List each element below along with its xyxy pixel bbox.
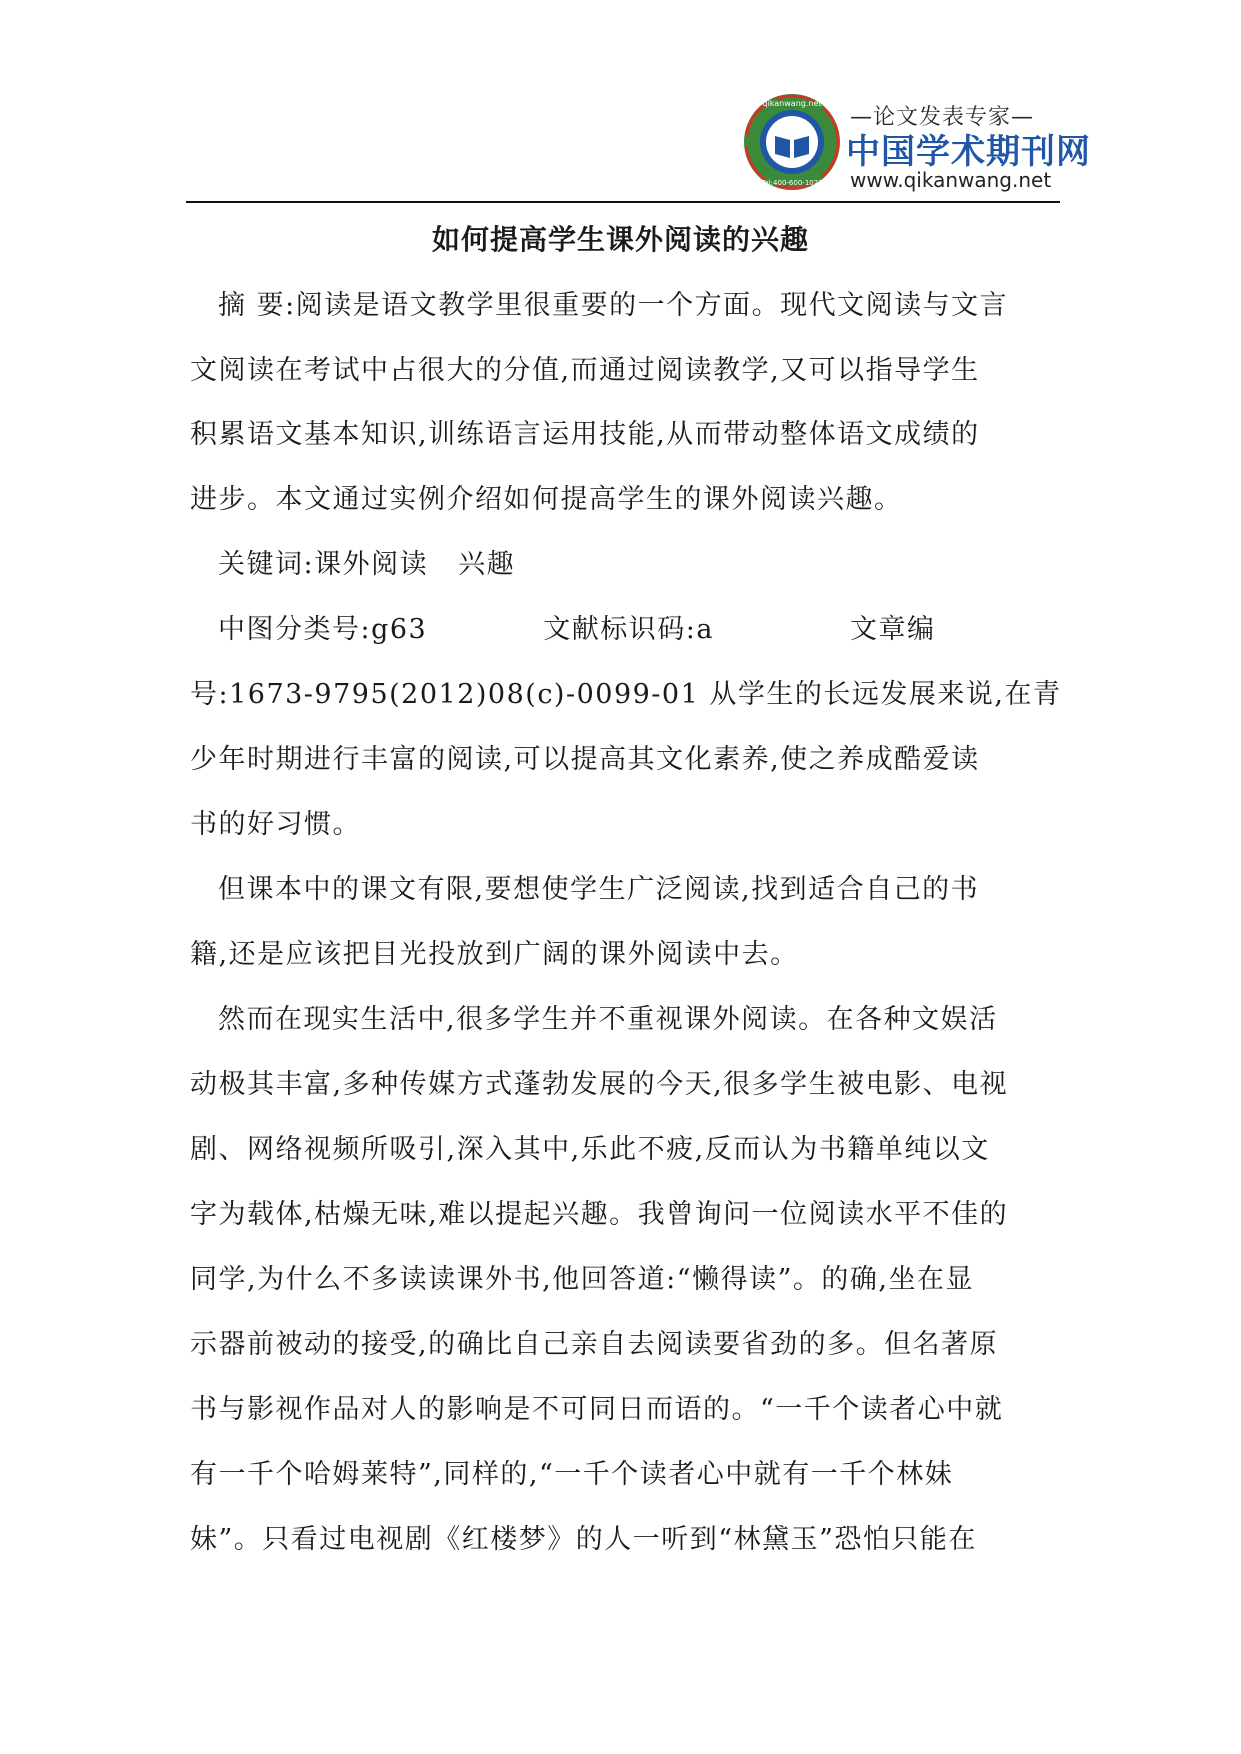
document-code: 文献标识码:a bbox=[543, 614, 714, 645]
publisher-logo bbox=[742, 88, 1091, 198]
abstract-line: 文阅读在考试中占很大的分值,而通过阅读教学,又可以指导学生 bbox=[190, 355, 980, 386]
body-line: 妹”。只看过电视剧《红楼梦》的人一听到“林黛玉”恐怕只能在 bbox=[190, 1524, 977, 1555]
body-line: 但课本中的课文有限,要想使学生广泛阅读,找到适合自己的书 bbox=[218, 874, 980, 905]
body-line: 有一千个哈姆莱特”,同样的,“一千个读者心中就有一千个林妹 bbox=[190, 1459, 954, 1490]
book-emblem-icon bbox=[742, 92, 842, 192]
emblem-ring-text: qikanwang.net bbox=[762, 99, 822, 108]
body-line: 剧、网络视频所吸引,深入其中,乐此不疲,反而认为书籍单纯以文 bbox=[190, 1134, 990, 1165]
article-number-label: 文章编 bbox=[849, 614, 936, 645]
keywords-label: 关键词: bbox=[218, 549, 315, 580]
abstract-line: 摘 要:阅读是语文教学里很重要的一个方面。现代文阅读与文言 bbox=[218, 290, 1009, 321]
body-line: 示器前被动的接受,的确比自己亲自去阅读要省劲的多。但名著原 bbox=[190, 1329, 999, 1360]
keywords-line bbox=[218, 542, 515, 581]
classification-line bbox=[218, 607, 935, 646]
body-line: 同学,为什么不多读读课外书,他回答道:“懒得读”。的确,坐在显 bbox=[190, 1264, 974, 1295]
body-line: 然而在现实生活中,很多学生并不重视课外阅读。在各种文娱活 bbox=[218, 1004, 998, 1035]
header-divider bbox=[186, 201, 1060, 203]
body-line: 字为载体,枯燥无味,难以提起兴趣。我曾询问一位阅读水平不佳的 bbox=[190, 1199, 1009, 1230]
logo-name: 中国学术期刊网 bbox=[846, 132, 1091, 172]
clc-number: 中图分类号:g63 bbox=[218, 614, 428, 645]
body-line: 籍,还是应该把目光投放到广阔的课外阅读中去。 bbox=[190, 939, 799, 970]
body-line: 动极其丰富,多种传媒方式蓬勃发展的今天,很多学生被电影、电视 bbox=[190, 1069, 1009, 1100]
body-line: 书的好习惯。 bbox=[190, 809, 361, 840]
keyword-item: 课外阅读 bbox=[314, 549, 429, 580]
emblem-phone-text: Tel:400-600-1021 bbox=[761, 179, 823, 187]
body-line: 号:1673-9795(2012)08(c)-0099-01 从学生的长远发展来说,在青 bbox=[190, 679, 1062, 710]
keyword-item: 兴趣 bbox=[458, 549, 516, 580]
abstract-line: 积累语文基本知识,训练语言运用技能,从而带动整体语文成绩的 bbox=[190, 419, 980, 450]
article-title: 如何提高学生课外阅读的兴趣 bbox=[431, 223, 809, 256]
body-line: 书与影视作品对人的影响是不可同日而语的。“一千个读者心中就 bbox=[190, 1394, 1004, 1425]
logo-url: www.qikanwang.net bbox=[850, 168, 1052, 192]
abstract-line: 进步。本文通过实例介绍如何提高学生的课外阅读兴趣。 bbox=[190, 484, 903, 515]
body-line: 少年时期进行丰富的阅读,可以提高其文化素养,使之养成酷爱读 bbox=[190, 744, 980, 775]
logo-tagline: —论文发表专家— bbox=[850, 105, 1035, 130]
